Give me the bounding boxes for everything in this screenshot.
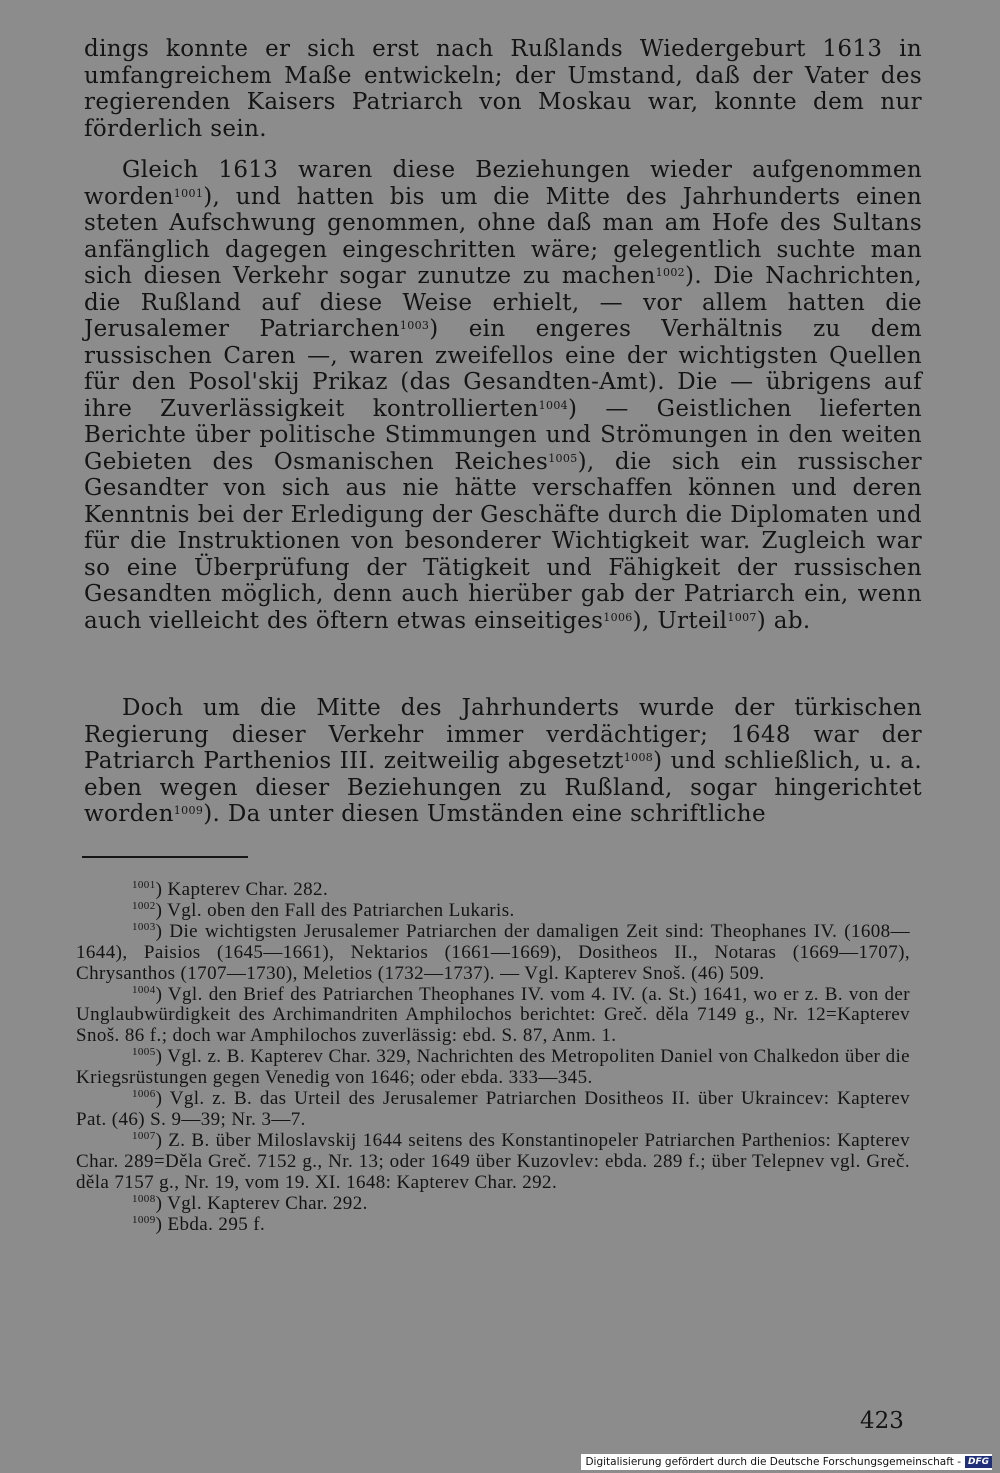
footnote-ref: 1001 [173,186,204,200]
paragraph-text: ). Die Nachrichten, die Rußland auf diese Weise erhielt, — vor allem hatten die Jerusalemer Patriarchen [84,263,922,342]
footnote-text: ) Vgl. z. B. Kapterev Char. 329, Nachrichten des Metropoliten Daniel von Chalkedon über die Kriegsrüstungen gegen Venedig von 1646; oder ebda. 333—345. [76,1046,910,1089]
paragraph-text: ) ein engeres Verhältnis zu dem russischen Caren —, waren zweifellos eine der wichtigsten Quellen für den Posol'skij Prikaz (das Gesandten-Amt). Die — übrigens auf ihre Zuverlässigkeit kontrollierten [84,316,922,422]
footnote-number: 1006 [132,1088,156,1101]
page-number: 423 [860,1408,904,1434]
footnote [76,901,910,922]
footnote-number: 1007 [132,1129,156,1142]
footnote-number: 1003 [132,920,156,933]
footnote-text: ) Vgl. Kapterev Char. 292. [155,1192,368,1214]
footnote-number: 1008 [132,1192,156,1205]
paragraph-text: Doch um die Mitte des Jahrhunderts wurde der türkischen Regierung dieser Verkehr immer verdächtiger; 1648 war der Patriarch Parthenios III. zeitweilig abgesetzt [84,695,922,774]
body-paragraph-2 [84,157,922,634]
footnote [76,922,910,985]
footnotes [76,880,910,1235]
paragraph-text: Gleich 1613 waren diese Beziehungen wieder aufgenommen worden [84,157,922,210]
footnote-number: 1005 [132,1046,156,1059]
paragraph-text: ) — Geistlichen lieferten Berichte über politische Stimmungen und Strömungen in den weiten Gebieten des Osmanischen Reiches [84,395,922,475]
footnote-ref: 1007 [727,610,757,624]
footer-text: Digitalisierung gefördert durch die Deutsche Forschungsgemeinschaft - [585,1456,961,1468]
footnote-separator [82,856,248,858]
footnote-ref: 1009 [173,804,204,817]
footnote-ref: 1008 [623,751,654,764]
footnote [76,1131,910,1194]
footnote-ref: 1004 [538,398,569,412]
footnote-number: 1009 [132,1213,156,1226]
footnote-number: 1004 [132,983,156,996]
paragraph-text: ) und schließlich, u. a. eben wegen dieser Beziehungen zu Rußland, sogar hingerichtet worden [84,748,923,827]
digitization-footer [581,1454,992,1470]
dfg-logo: DFG [965,1456,992,1468]
footnote [76,1194,910,1215]
paragraph-text: ), Urteil [632,607,728,634]
footnote-text: ) Vgl. z. B. das Urteil des Jerusalemer Patriarchen Dositheos II. über Ukraincev: Kapterev Pat. (46) S. 9—39; Nr. 3—7. [76,1088,910,1130]
footnote-ref: 1006 [603,610,633,624]
footnote-text: ) Z. B. über Miloslavskij 1644 seitens des Konstantinopeler Patriarchen Parthenios: Kapterev Char. 289=Děla Greč. 7152 g., Nr. 13; oder 1649 über Kuzovlev: ebda. 289 f.; über Telepnev vgl. Greč. děla 7157 g., Nr. 19, vom 19. XI. 1648: Kapterev Char. 292. [76,1129,910,1193]
footnote-text: ) Vgl. oben den Fall des Patriarchen Lukaris. [155,899,515,921]
footnote-ref: 1003 [399,319,430,332]
footnote [76,880,910,901]
body-paragraph-3 [84,695,922,828]
footnote-ref: 1002 [655,266,686,279]
paragraph-text: ), und hatten bis um die Mitte des Jahrhunderts einen steten Aufschwung genommen, ohne daß man am Hofe des Sultans anfänglich dagegen eingeschritten wäre; gelegentlich suchte man sich diesen Verkehr sogar zunutze zu machen [84,183,922,289]
footnote [76,1215,910,1236]
footnote-number: 1001 [132,879,156,891]
footnote-text: ) Ebda. 295 f. [155,1213,266,1235]
footnote-number: 1002 [132,899,156,912]
footnote [76,985,910,1048]
footnote-text: ) Kapterev Char. 282. [155,879,329,900]
paragraph-text: ), die sich ein russischer Gesandter von sich aus nie hätte verschaffen können und deren Kenntnis bei der Erledigung der Geschäfte durch die Diplomaten und für die Instruktionen von besonderer Wichtigkeit war. Zugleich war so eine Überprüfung der Tätigkeit und Fähigkeit der russischen Gesandten möglich, denn auch hierüber gab der Patriarch ein, wenn auch vielleicht des öftern etwas einseitiges [84,448,922,634]
footnote [76,1047,910,1089]
footnote-text: ) Die wichtigsten Jerusalemer Patriarchen der damaligen Zeit sind: Theophanes IV. (1608—1644), Paisios (1645—1661), Nektarios (1661—1669), Dositheos II., Notaras (1669—1707), Chrysanthos (1707—1730), Meletios (1732—1737). — Vgl. Kapterev Snoš. (46) 509. [76,920,910,984]
paragraph-text: ). Da unter diesen Umständen eine schriftliche [203,801,766,827]
paragraph-text: dings konnte er sich erst nach Rußlands Wiedergeburt 1613 in umfangreichem Maße entwickeln; der Umstand, daß der Vater des regierenden Kaisers Patriarch von Moskau war, konnte dem nur förderlich sein. [84,36,922,142]
footnote [76,1089,910,1131]
body-paragraph-1 [84,36,922,142]
footnote-text: ) Vgl. den Brief des Patriarchen Theophanes IV. vom 4. IV. (a. St.) 1641, wo er z. B. von der Unglaubwürdigkeit des Archimandriten Amphilochos berichtet: Greč. děla 7149 g., Nr. 12=Kapterev Snoš. 86 f.; doch war Amphilochos zuverlässig: ebd. S. 87, Anm. 1. [76,983,910,1047]
footnote-ref: 1005 [548,451,578,465]
paragraph-text: ) ab. [756,607,811,634]
